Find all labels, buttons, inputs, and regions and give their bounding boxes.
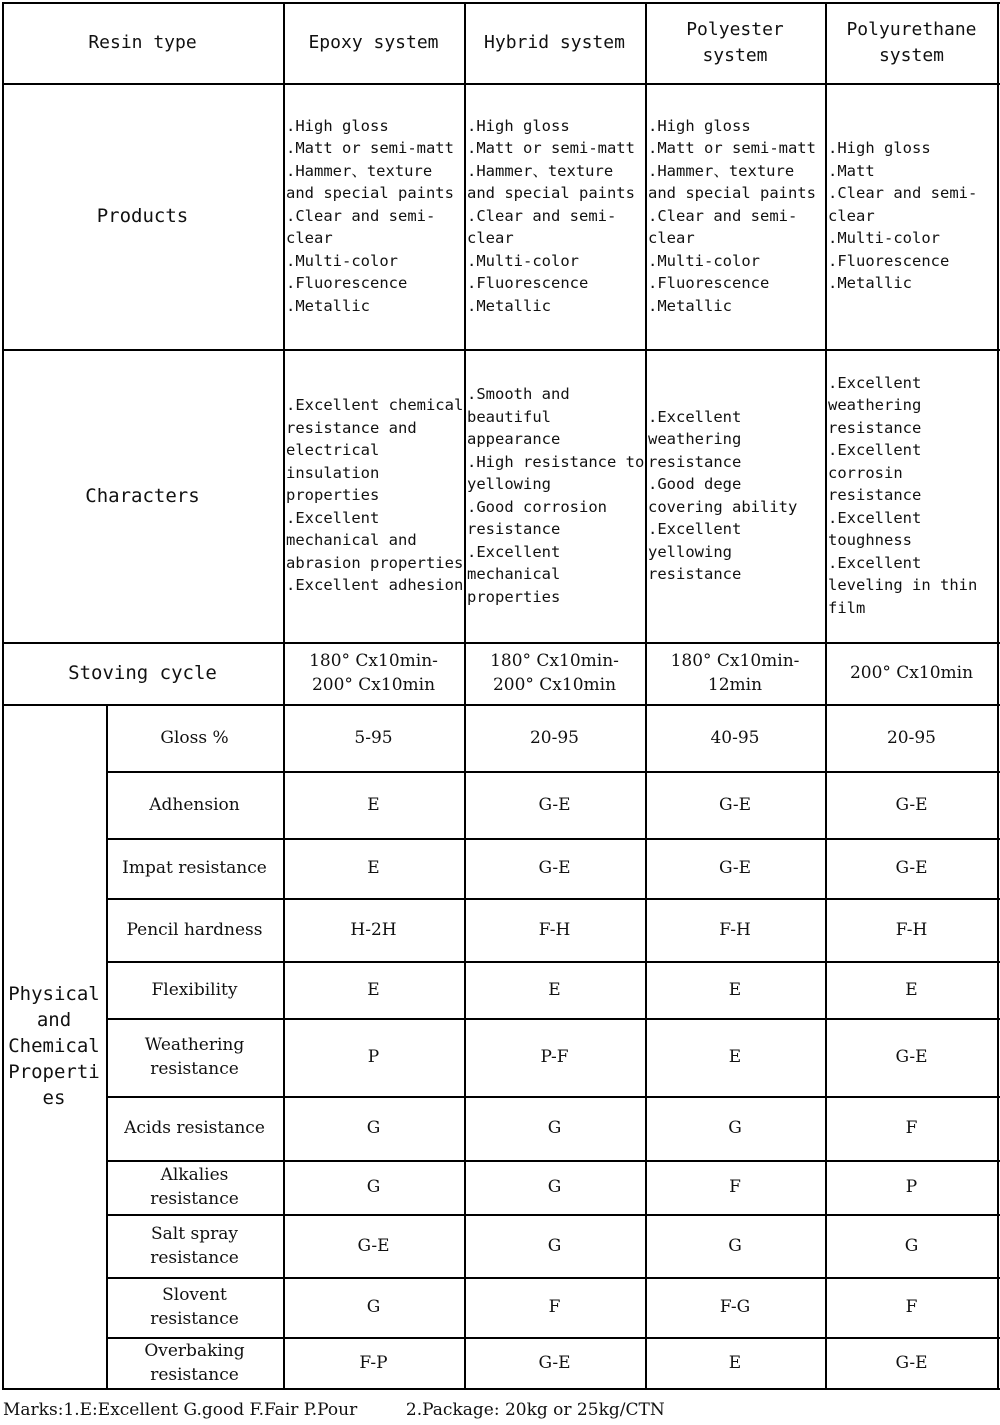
property-value-text: E [905, 979, 918, 1000]
property-name [106, 771, 283, 838]
property-value-text: E [548, 979, 561, 1000]
property-value [645, 1337, 825, 1388]
products-label-text: Products [96, 205, 189, 227]
table-rule-h [2, 2, 1000, 4]
table-rule-v [464, 2, 466, 1390]
property-name-text: Weathering resistance [144, 1035, 245, 1079]
property-value-text: 5-95 [354, 727, 393, 748]
property-value-text: G-E [895, 794, 928, 815]
property-name-text: Gloss % [160, 727, 229, 748]
table-rule-v [106, 704, 108, 1390]
table-rule-h [106, 1160, 1000, 1162]
table-rule-h [106, 838, 1000, 840]
package-note: 2.Package: 20kg or 25kg/CTN [405, 1400, 665, 1420]
property-value [825, 704, 998, 771]
property-value [283, 1277, 464, 1337]
stoving-cell-3 [825, 642, 998, 704]
property-value [464, 1018, 645, 1096]
property-value [283, 1214, 464, 1277]
property-name-text: Impat resistance [122, 858, 267, 878]
header-column-0 [283, 2, 464, 83]
property-value-text: G-E [538, 794, 571, 815]
property-name-text: Pencil hardness [126, 919, 263, 940]
property-value [464, 1277, 645, 1337]
header-column-3-text: Polyurethane system [846, 18, 977, 66]
property-value-text: G [547, 1118, 562, 1138]
property-value-text: G-E [895, 1352, 928, 1373]
header-resin-type [2, 2, 283, 83]
characters-cell-2-text: .Excellent weathering resistance .Good dege covering ability .Excellent yellowing resistance [648, 407, 798, 583]
table-rule-h [106, 898, 1000, 900]
header-column-1-text: Hybrid system [484, 31, 625, 53]
stoving-cell-2-text: 180° Cx10min- 12min [670, 651, 800, 695]
property-value [825, 961, 998, 1018]
header-resin-type-text: Resin type [88, 31, 197, 53]
property-value-text: F-P [359, 1352, 388, 1373]
property-name [106, 1214, 283, 1277]
property-value-text: E [728, 979, 742, 1000]
property-value [464, 898, 645, 961]
property-value [645, 771, 825, 838]
table-rule-v [2, 2, 4, 1390]
property-value-text: G-E [895, 858, 928, 878]
property-value-text: P [367, 1047, 380, 1067]
property-name [106, 1096, 283, 1160]
property-value [464, 1096, 645, 1160]
property-value [825, 1018, 998, 1096]
property-value-text: F-H [538, 919, 571, 940]
products-cell-3 [825, 83, 998, 349]
property-value-text: F-G [719, 1297, 751, 1317]
property-name [106, 1160, 283, 1214]
property-value-text: E [367, 858, 380, 878]
property-value-text: P-F [540, 1047, 569, 1067]
table-rule-h [106, 1018, 1000, 1020]
stoving-cell-3-text: 200° Cx10min [849, 663, 974, 683]
property-name [106, 838, 283, 898]
property-value [464, 1337, 645, 1388]
table-rule-h [106, 1277, 1000, 1279]
stoving-cell-1 [464, 642, 645, 704]
property-value-text: G-E [718, 858, 752, 878]
characters-label [2, 349, 283, 642]
products-cell-3-text: .High gloss .Matt .Clear and semi- clear .Multi-color .Fluorescence .Metallic [828, 139, 978, 293]
property-value-text: G-E [357, 1235, 390, 1256]
property-value [825, 1096, 998, 1160]
property-value [825, 1337, 998, 1388]
stoving-label [2, 642, 283, 704]
property-value-text: G-E [718, 794, 752, 815]
table-rule-h [2, 704, 1000, 706]
property-value [645, 838, 825, 898]
property-name [106, 704, 283, 771]
characters-cell-3 [825, 349, 998, 642]
stoving-cell-1-text: 180° Cx10min- 200° Cx10min [490, 651, 619, 695]
characters-cell-1 [464, 349, 645, 642]
property-name-text: Adhension [149, 794, 240, 815]
property-value [464, 961, 645, 1018]
property-value-text: G [728, 1235, 742, 1256]
stoving-cell-2 [645, 642, 825, 704]
marks-legend: Marks:1.E:Excellent G.good F.Fair P.Pour [3, 1400, 358, 1420]
property-value-text: E [728, 1352, 742, 1373]
property-value [464, 1214, 645, 1277]
table-rule-h [2, 83, 1000, 85]
characters-cell-0 [283, 349, 464, 642]
property-value [645, 1277, 825, 1337]
property-name-text: Overbaking resistance [144, 1340, 245, 1385]
property-value [645, 898, 825, 961]
property-name [106, 961, 283, 1018]
property-value-text: G [904, 1235, 919, 1256]
property-name-text: Salt spray resistance [150, 1223, 239, 1268]
table-rule-h [106, 1096, 1000, 1098]
property-value-text: P [905, 1177, 918, 1197]
header-column-0-text: Epoxy system [308, 31, 439, 53]
property-value [645, 1096, 825, 1160]
characters-cell-0-text: .Excellent chemical resistance and electrical insulation properties .Excellent mechanical and abrasion properties .Excellent adhesion [286, 396, 464, 595]
table-rule-h [106, 771, 1000, 773]
property-value-text: E [728, 1047, 742, 1067]
property-value [464, 1160, 645, 1214]
property-name-text: Flexibility [151, 979, 238, 1000]
property-name [106, 1337, 283, 1388]
property-value-text: F [729, 1177, 741, 1197]
physical-group-label-text: Physical and Chemical Properti es [8, 983, 100, 1109]
products-label [2, 83, 283, 349]
property-value-text: F [905, 1118, 918, 1138]
property-value [283, 961, 464, 1018]
physical-group-label [2, 704, 106, 1388]
property-value-text: G [728, 1118, 742, 1138]
products-cell-1-text: .High gloss .Matt or semi-matt .Hammer、texture and special paints .Clear and semi- clear .Multi-color .Fluorescence .Metallic [467, 116, 635, 315]
property-value-text: G-E [895, 1047, 928, 1067]
products-cell-2 [645, 83, 825, 349]
property-value [825, 898, 998, 961]
property-value [825, 771, 998, 838]
header-column-2-text: Polyester system [686, 18, 784, 66]
property-value-text: F [905, 1297, 918, 1317]
header-column-3 [825, 2, 998, 83]
property-value-text: G-E [538, 858, 571, 878]
property-value-text: G-E [538, 1352, 571, 1373]
property-value [645, 1214, 825, 1277]
property-value-text: F-H [895, 919, 928, 940]
products-cell-0 [283, 83, 464, 349]
property-value [283, 838, 464, 898]
products-cell-2-text: .High gloss .Matt or semi-matt .Hammer、texture and special paints .Clear and semi- clear .Multi-color .Fluorescence .Metallic [648, 116, 816, 315]
products-cell-1 [464, 83, 645, 349]
property-value-text: G [547, 1235, 562, 1256]
property-value [283, 1160, 464, 1214]
header-column-2 [645, 2, 825, 83]
table-rule-h [106, 1214, 1000, 1216]
characters-cell-3-text: .Excellent weathering resistance .Excellent corrosin resistance .Excellent toughness .Excellent leveling in thin film [828, 373, 978, 617]
property-value [645, 961, 825, 1018]
stoving-cell-0 [283, 642, 464, 704]
property-value-text: 20-95 [529, 727, 579, 748]
property-value-text: E [367, 794, 380, 815]
property-value-text: H-2H [350, 919, 397, 940]
property-value-text: G [366, 1118, 381, 1138]
property-value-text: 20-95 [886, 727, 936, 748]
property-value [283, 1096, 464, 1160]
property-value [464, 838, 645, 898]
table-rule-h [106, 1337, 1000, 1339]
products-cell-0-text: .High gloss .Matt or semi-matt .Hammer、texture and special paints .Clear and semi- clear .Multi-color .Fluorescence .Metallic [286, 116, 454, 315]
property-value [283, 771, 464, 838]
property-value [825, 1160, 998, 1214]
property-value [645, 1018, 825, 1096]
property-value [283, 704, 464, 771]
stoving-cell-0-text: 180° Cx10min- 200° Cx10min [309, 651, 438, 695]
table-rule-h [2, 642, 1000, 644]
property-value [283, 1337, 464, 1388]
table-rule-v [825, 2, 827, 1390]
property-value [645, 704, 825, 771]
property-name-text: Slovent resistance [150, 1285, 239, 1329]
property-name-text: Alkalies resistance [150, 1165, 239, 1209]
property-value-text: F-H [719, 919, 751, 940]
table-rule-v [997, 2, 999, 1390]
header-column-1 [464, 2, 645, 83]
property-value-text: G [366, 1297, 381, 1317]
table-rule-v [283, 2, 285, 1390]
characters-label-text: Characters [85, 484, 200, 507]
property-value [825, 1277, 998, 1337]
property-name [106, 1277, 283, 1337]
property-value [283, 898, 464, 961]
property-value [464, 704, 645, 771]
property-value-text: F [548, 1297, 561, 1317]
property-name [106, 1018, 283, 1096]
property-name [106, 898, 283, 961]
property-value-text: E [367, 979, 380, 1000]
stoving-label-text: Stoving cycle [68, 662, 217, 684]
characters-cell-2 [645, 349, 825, 642]
table-rule-h [2, 349, 1000, 351]
table-rule-h [2, 1388, 1000, 1390]
property-name-text: Acids resistance [124, 1118, 265, 1138]
property-value [464, 771, 645, 838]
footer-notes [3, 1398, 665, 1422]
property-value [645, 1160, 825, 1214]
property-value [825, 838, 998, 898]
property-value [283, 1018, 464, 1096]
table-rule-v [645, 2, 647, 1390]
characters-cell-1-text: .Smooth and beautiful appearance .High resistance to yellowing .Good corrosion resistance .Excellent mechanical properties [467, 385, 645, 606]
property-value-text: G [366, 1177, 381, 1197]
property-value-text: G [547, 1177, 562, 1197]
property-value [825, 1214, 998, 1277]
property-value-text: 40-95 [710, 727, 760, 748]
table-rule-h [106, 961, 1000, 963]
